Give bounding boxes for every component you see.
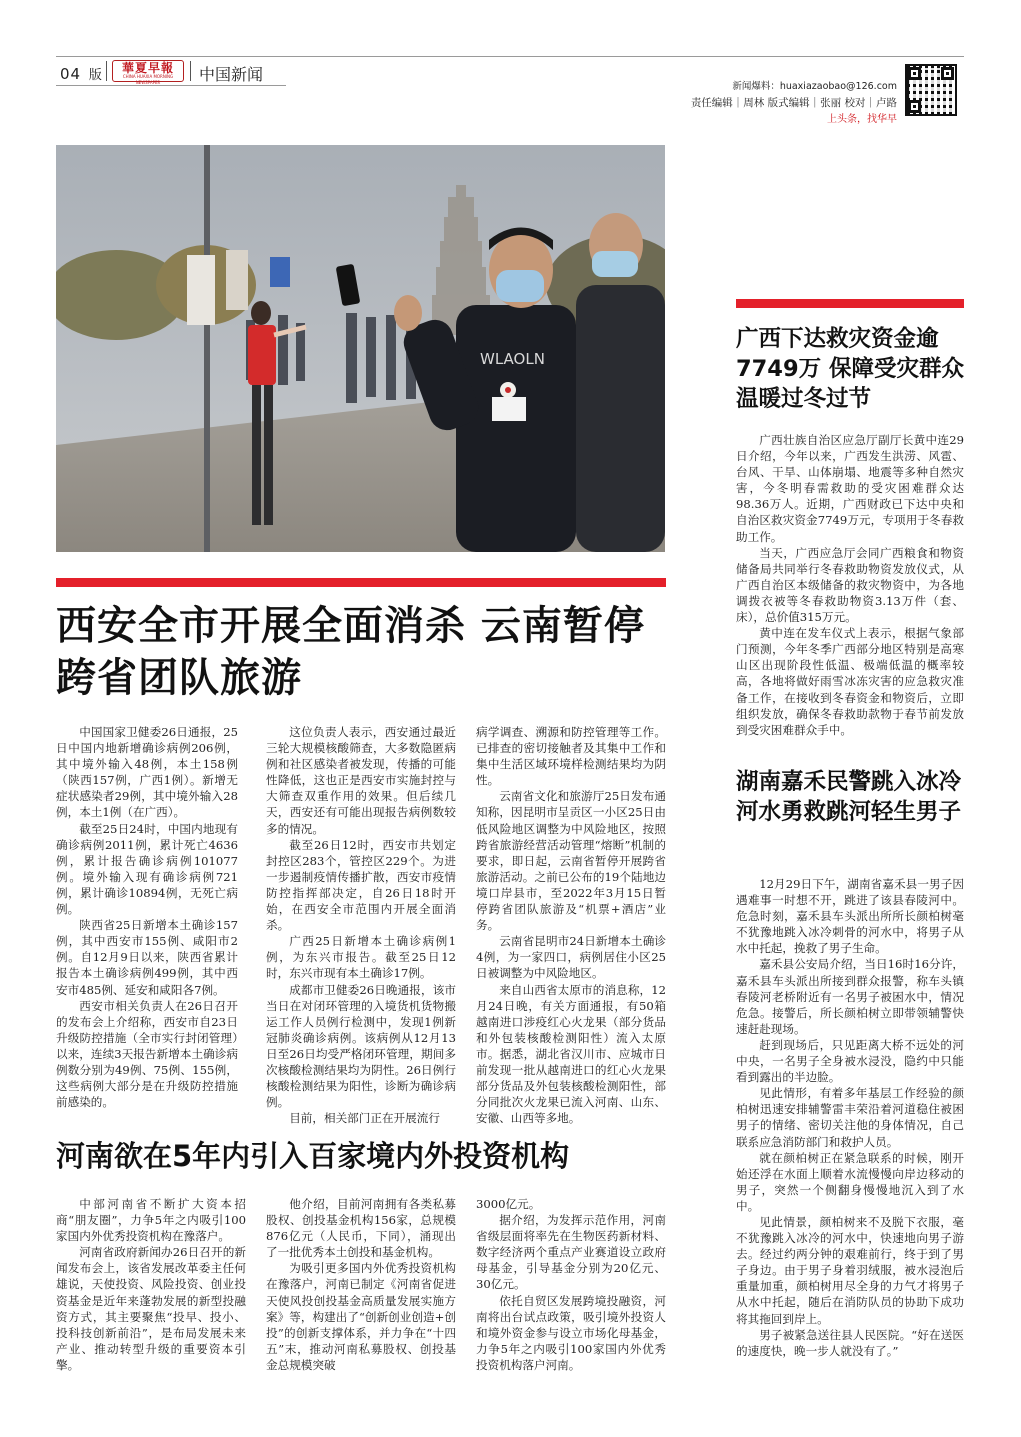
article-paragraph: 截至25日24时，中国内地现有确诊病例2011例，累计死亡4636例，累计报告确诊病例101077例。境外输入现有确诊病例721例，累计确诊10894例，无死亡病例。 (56, 821, 238, 917)
news-hotline: 新闻爆料：huaxiazaobao@126.com (732, 81, 897, 92)
guangxi-headline: 广西下达救灾资金逾7749万 保障受灾群众温暖过冬过节 (736, 326, 964, 412)
article-paragraph: 12月29日下午，湖南省嘉禾县一男子因遇难事一时想不开，跳进了该县春陵河中。危急时刻，嘉禾县车头派出所所长颜柏树毫不犹豫地跳入冰冷刺骨的河水中，将男子从水中托起，挽救了男子生命。 (736, 877, 964, 956)
article-paragraph: 病学调查、溯源和防控管理等工作。已排查的密切接触者及其集中工作和集中生活区域环境样检测结果均为阴性。 (476, 725, 666, 788)
article-paragraph: 嘉禾县公安局介绍，当日16时16分许，嘉禾县车头派出所接到群众报警，称车头镇春陵河老桥附近有一名男子被困水中，情况危急。接警后，所长颜柏树立即带领辅警快速赶赴现场。 (736, 957, 964, 1036)
photo-illustration (56, 145, 665, 552)
article-paragraph: 中国国家卫健委26日通报，25日中国内地新增确诊病例206例，其中境外输入48例，本土158例（陕西157例，广西1例）。新增无症状感染者29例，其中境外输入28例，本土1例（在广西）。 (56, 725, 238, 820)
article-paragraph: 3000亿元。 (476, 1197, 541, 1211)
editor-credits: 责任编辑｜周林 版式编辑｜张丽 校对｜卢路 (690, 97, 897, 109)
article-column (736, 432, 964, 738)
article-paragraph: 来自山西省太原市的消息称，12月24日晚，有关方面通报，有50箱越南进口涉疫红心火龙果（部分货品和外包装核酸检测阳性）流入太原市。据悉，湖北省汉川市、应城市日前发现一批从越南进口的红心火龙果部分货品及外包装核酸检测阳性，部分同批次火龙果已流入河南、山东、安徽、山西等多地。 (476, 982, 666, 1126)
article-column (56, 1196, 246, 1373)
article-paragraph: 据介绍，为发挥示范作用，河南省级层面将率先在生物医药新材料、数字经济两个重点产业赛道设立政府母基金，引导基金分别为20亿元、30亿元。 (476, 1213, 666, 1292)
article-paragraph: 赶到现场后，只见距离大桥不远处的河中央，一名男子全身被水浸没，隐约中只能看到露出的半边脸。 (736, 1037, 964, 1085)
article-column (266, 1196, 456, 1373)
header-slogan: 上头条，找华早 (827, 114, 897, 125)
article-paragraph: 陕西省25日新增本土确诊157例，其中西安市155例、咸阳市2例。自12月9日以来，陕西省累计报告本土确诊病例499例，其中西安市485例、延安和咸阳各7例。 (56, 918, 238, 997)
page-number: 04 版 (60, 65, 103, 83)
article-column (736, 876, 964, 1359)
section-name: 中国新闻 (199, 65, 264, 84)
article-column (266, 724, 456, 1126)
article-paragraph: 广西25日新增本土确诊病例1例，为东兴市报告。截至25日12时，东兴市现有本土确诊17例。 (266, 934, 456, 981)
article-column (476, 1196, 666, 1373)
article-paragraph: 中部河南省不断扩大资本招商“朋友圈”，力争5年之内吸引100家国内外优秀投资机构在豫落户。 (56, 1197, 246, 1244)
hunan-headline: 湖南嘉禾民警跳入冰冷河水勇救跳河轻生男子 (736, 769, 962, 825)
article-paragraph: 他介绍，目前河南拥有各类私募股权、创投基金机构156家，总规模876亿元（人民币，下同），涌现出了一批优秀本土创投和基金机构。 (266, 1197, 456, 1260)
article-column (56, 724, 238, 1110)
article-paragraph: 广西壮族自治区应急厅副厅长黄中连29日介绍，今年以来，广西发生洪涝、风雹、台风、干旱、山体崩塌、地震等多种自然灾害，今冬明春需救助的受灾困难群众达98.36万人。近期，广西财政已下达中央和自治区救灾资金7749万元，专项用于冬春救助工作。 (736, 433, 964, 544)
article-paragraph: 当天，广西应急厅会同广西粮食和物资储备局共同举行冬春救助物资发放仪式，从广西自治区本级储备的救灾物资中，为各地调拨衣被等冬春救助物资3.13万件（套、床），总价值315万元。 (736, 545, 964, 625)
article-paragraph: 西安市相关负责人在26日召开的发布会上介绍称，西安市自23日升级防控措施（全市实行封闭管理）以来，连续3天报告新增本土确诊病例数分别为49例、75例、155例，这些病例大部分是在升级防控措施前感染的。 (56, 998, 238, 1110)
article-paragraph: 这位负责人表示，西安通过最近三轮大规模核酸筛查，大多数隐匿病例和社区感染者被发现，传播的可能性降低，这也正是西安市实施封控与大筛查双重作用的效果。但后续几天，西安还有可能出现报告病例数较多的情况。 (266, 725, 456, 836)
article-paragraph: 成都市卫健委26日晚通报，该市当日在对闭环管理的入境货机货物搬运工作人员例行检测中，发现1例新冠肺炎确诊病例。该病例从12月13日至26日均受严格闭环管理，期间多次核酸检测结果均为阴性。26日例行核酸检测结果为阳性，诊断为确诊病例。 (266, 982, 456, 1110)
header-bottom-rule (56, 85, 286, 86)
header-top-rule (56, 56, 964, 57)
article-paragraph: 依托自贸区发展跨境投融资，河南将出台试点政策，吸引境外投资人和境外资金参与设立市场化母基金，力争5年之内吸引100家国内外优秀投资机构落户河南。 (476, 1293, 666, 1372)
article-paragraph: 见此情形，有着多年基层工作经验的颜柏树迅速安排辅警雷丰荣沿着河道稳住被困男子的情绪、密切关注他的身体情况，自己联系应急消防部门和救护人员。 (736, 1086, 964, 1149)
newspaper-logo: 華夏早報 CHINA HUAXIA MORNING NEWSPAPER (112, 60, 184, 82)
section-rule (736, 299, 964, 308)
article-paragraph: 云南省昆明市24日新增本土确诊4例，为一家四口，病例居住小区25日被调整为中风险地区。 (476, 934, 666, 981)
jacket-print: WLAOLN (480, 350, 545, 368)
article-paragraph: 男子被紧急送往县人民医院。“好在送医的速度快，晚一步人就没有了。” (736, 1327, 964, 1358)
qr-code-icon (905, 64, 957, 116)
article-paragraph: 为吸引更多国内外优秀投资机构在豫落户，河南已制定《河南省促进天使风投创投基金高质量发展实施方案》等，构建出了“创新创业创造+创投”的创新支撑体系，并力争在“十四五”末，推动河南私募股权、创投基金总规模突破 (266, 1261, 456, 1372)
henan-headline: 河南欲在5年内引入百家境内外投资机构 (56, 1139, 570, 1173)
article-paragraph: 就在颜柏树正在紧急联系的时候，刚开始还浮在水面上顺着水流慢慢向岸边移动的男子，突然一个侧翻身慢慢地沉入到了水中。 (736, 1150, 964, 1213)
article-column (476, 724, 666, 1126)
article-paragraph: 见此情景，颜柏树来不及脱下衣服，毫不犹豫跳入冰冷的河水中，快速地向男子游去。经过约两分钟的艰难前行，终于到了男子身边。由于男子身着羽绒服，被水浸泡后重量加重，颜柏树用尽全身的力气才将男子从水中托起，随后在消防队员的协助下成功将其拖回到岸上。 (736, 1214, 964, 1326)
news-photo (56, 145, 665, 552)
article-paragraph: 截至26日12时，西安市共划定封控区283个，管控区229个。为进一步遏制疫情传播扩散，西安市疫情防控指挥部决定，自26日18时开始，在西安全市范围内开展全面消杀。 (266, 837, 456, 933)
header-divider (106, 61, 107, 81)
section-rule (56, 578, 666, 587)
article-paragraph: 目前，相关部门正在开展流行 (289, 1111, 440, 1126)
article-paragraph: 云南省文化和旅游厅25日发布通知称，因昆明市呈贡区一小区25日由低风险地区调整为中风险地区，按照跨省旅游经营活动管理“熔断”机制的要求，即日起，云南省暂停开展跨省旅游活动。之前已公布的19个陆地边境口岸县市，至2022年3月15日暂停跨省团队旅游及“机票+酒店”业务。 (476, 789, 666, 933)
main-headline: 西安全市开展全面消杀 云南暂停跨省团队旅游 (56, 603, 645, 701)
article-paragraph: 黄中连在发车仪式上表示，根据气象部门预测，今年冬季广西部分地区特别是高寒山区出现阶段性低温、极端低温的概率较高，各地将做好雨雪冰冻灾害的应急救灾准备工作，在接收到冬春资金和物资后，立即组织发放，确保冬春救助款物于春节前发放到受灾困难群众手中。 (736, 626, 964, 737)
header-divider (190, 61, 191, 81)
article-paragraph: 河南省政府新闻办26日召开的新闻发布会上，该省发展改革委主任何雄说，天使投资、风险投资、创业投资基金是近年来蓬勃发展的新型投融资方式，其主要聚焦“投早、投小、投科技创新前沿”，是布局发展未来产业、推动转型升级的重要资本引擎。 (56, 1245, 246, 1372)
